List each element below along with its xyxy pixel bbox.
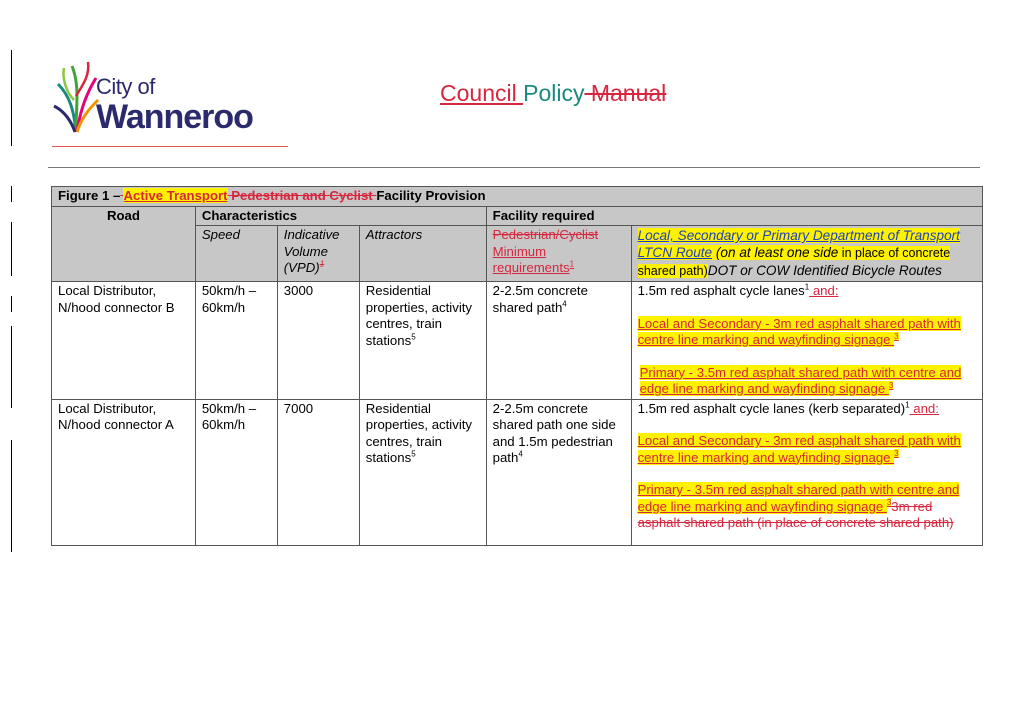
change-bar [11, 222, 12, 276]
title-deleted: Manual [584, 80, 667, 106]
subheader-speed: Speed [195, 226, 277, 282]
caption-suffix: Facility Provision [376, 188, 486, 203]
logo-city-text: City of [96, 74, 155, 99]
change-bar [11, 440, 12, 552]
subheader-minimum: Pedestrian/Cyclist Minimum requirements$^1$ [486, 226, 631, 282]
header-divider [48, 167, 980, 168]
subheader-attractors: Attractors [359, 226, 486, 282]
table-row [52, 399, 983, 545]
row-volume: 3000 [277, 282, 359, 400]
row-road: Local Distributor, N/hood connector B [52, 282, 196, 400]
change-bar [11, 50, 12, 146]
row-road: Local Distributor, N/hood connector A [52, 399, 196, 545]
page-title [440, 80, 666, 107]
caption-prefix: Figure 1 – [58, 188, 121, 203]
logo-underline [52, 146, 288, 147]
change-bar [11, 326, 12, 408]
change-bar [11, 186, 12, 202]
row-route: 1.5m red asphalt cycle lanes$^1$ and: Local and Secondary - 3m red asphalt shared path with centre line marking and wayfinding signage $^3$ Primary - 3.5m red asphalt shared path with centre and edge line marking and wayfinding signage $^3$ [631, 282, 982, 400]
caption-deleted: Pedestrian and Cyclist [227, 188, 377, 203]
change-bar [11, 296, 12, 312]
table-header-row [52, 206, 983, 226]
row-volume: 7000 [277, 399, 359, 545]
table-caption-row [52, 187, 983, 207]
row-speed: 50km/h – 60km/h [195, 399, 277, 545]
facility-provision-table [51, 186, 983, 546]
title-inserted: Council [440, 80, 524, 106]
row-attractors: Residential properties, activity centres, train stations$^5$ [359, 399, 486, 545]
row-route: 1.5m red asphalt cycle lanes (kerb separated)$^1$ and: Local and Secondary - 3m red asphalt shared path with centre line marking and wayfinding signage $^3$ Primary - 3.5m red asphalt shared path with centre and edge line marking and wayfinding signage $^3$3m red asphalt shared path (in place of concrete shared path) [631, 399, 982, 545]
caption-inserted: Active Transport [123, 188, 228, 203]
subheader-volume: Indicative Volume (VPD)$^1$ [277, 226, 359, 282]
logo-plant-icon [52, 56, 100, 134]
row-attractors: Residential properties, activity centres, train stations$^5$ [359, 282, 486, 400]
row-minimum: 2-2.5m concrete shared path one side and 1.5m pedestrian path$^4$ [486, 399, 631, 545]
header-facility: Facility required [486, 206, 982, 226]
table-row [52, 282, 983, 400]
logo-name-text: Wanneroo [96, 98, 253, 136]
city-logo [52, 52, 292, 150]
subheader-route: Local, Secondary or Primary Department of Transport LTCN Route (on at least one side in place of concrete shared path)DOT or COW Identified Bicycle Routes [631, 226, 982, 282]
header-road: Road [52, 206, 196, 282]
row-speed: 50km/h – 60km/h [195, 282, 277, 400]
table-caption [52, 187, 983, 207]
title-main: Policy [523, 80, 585, 106]
row-minimum: 2-2.5m concrete shared path$^4$ [486, 282, 631, 400]
header-characteristics: Characteristics [195, 206, 486, 226]
